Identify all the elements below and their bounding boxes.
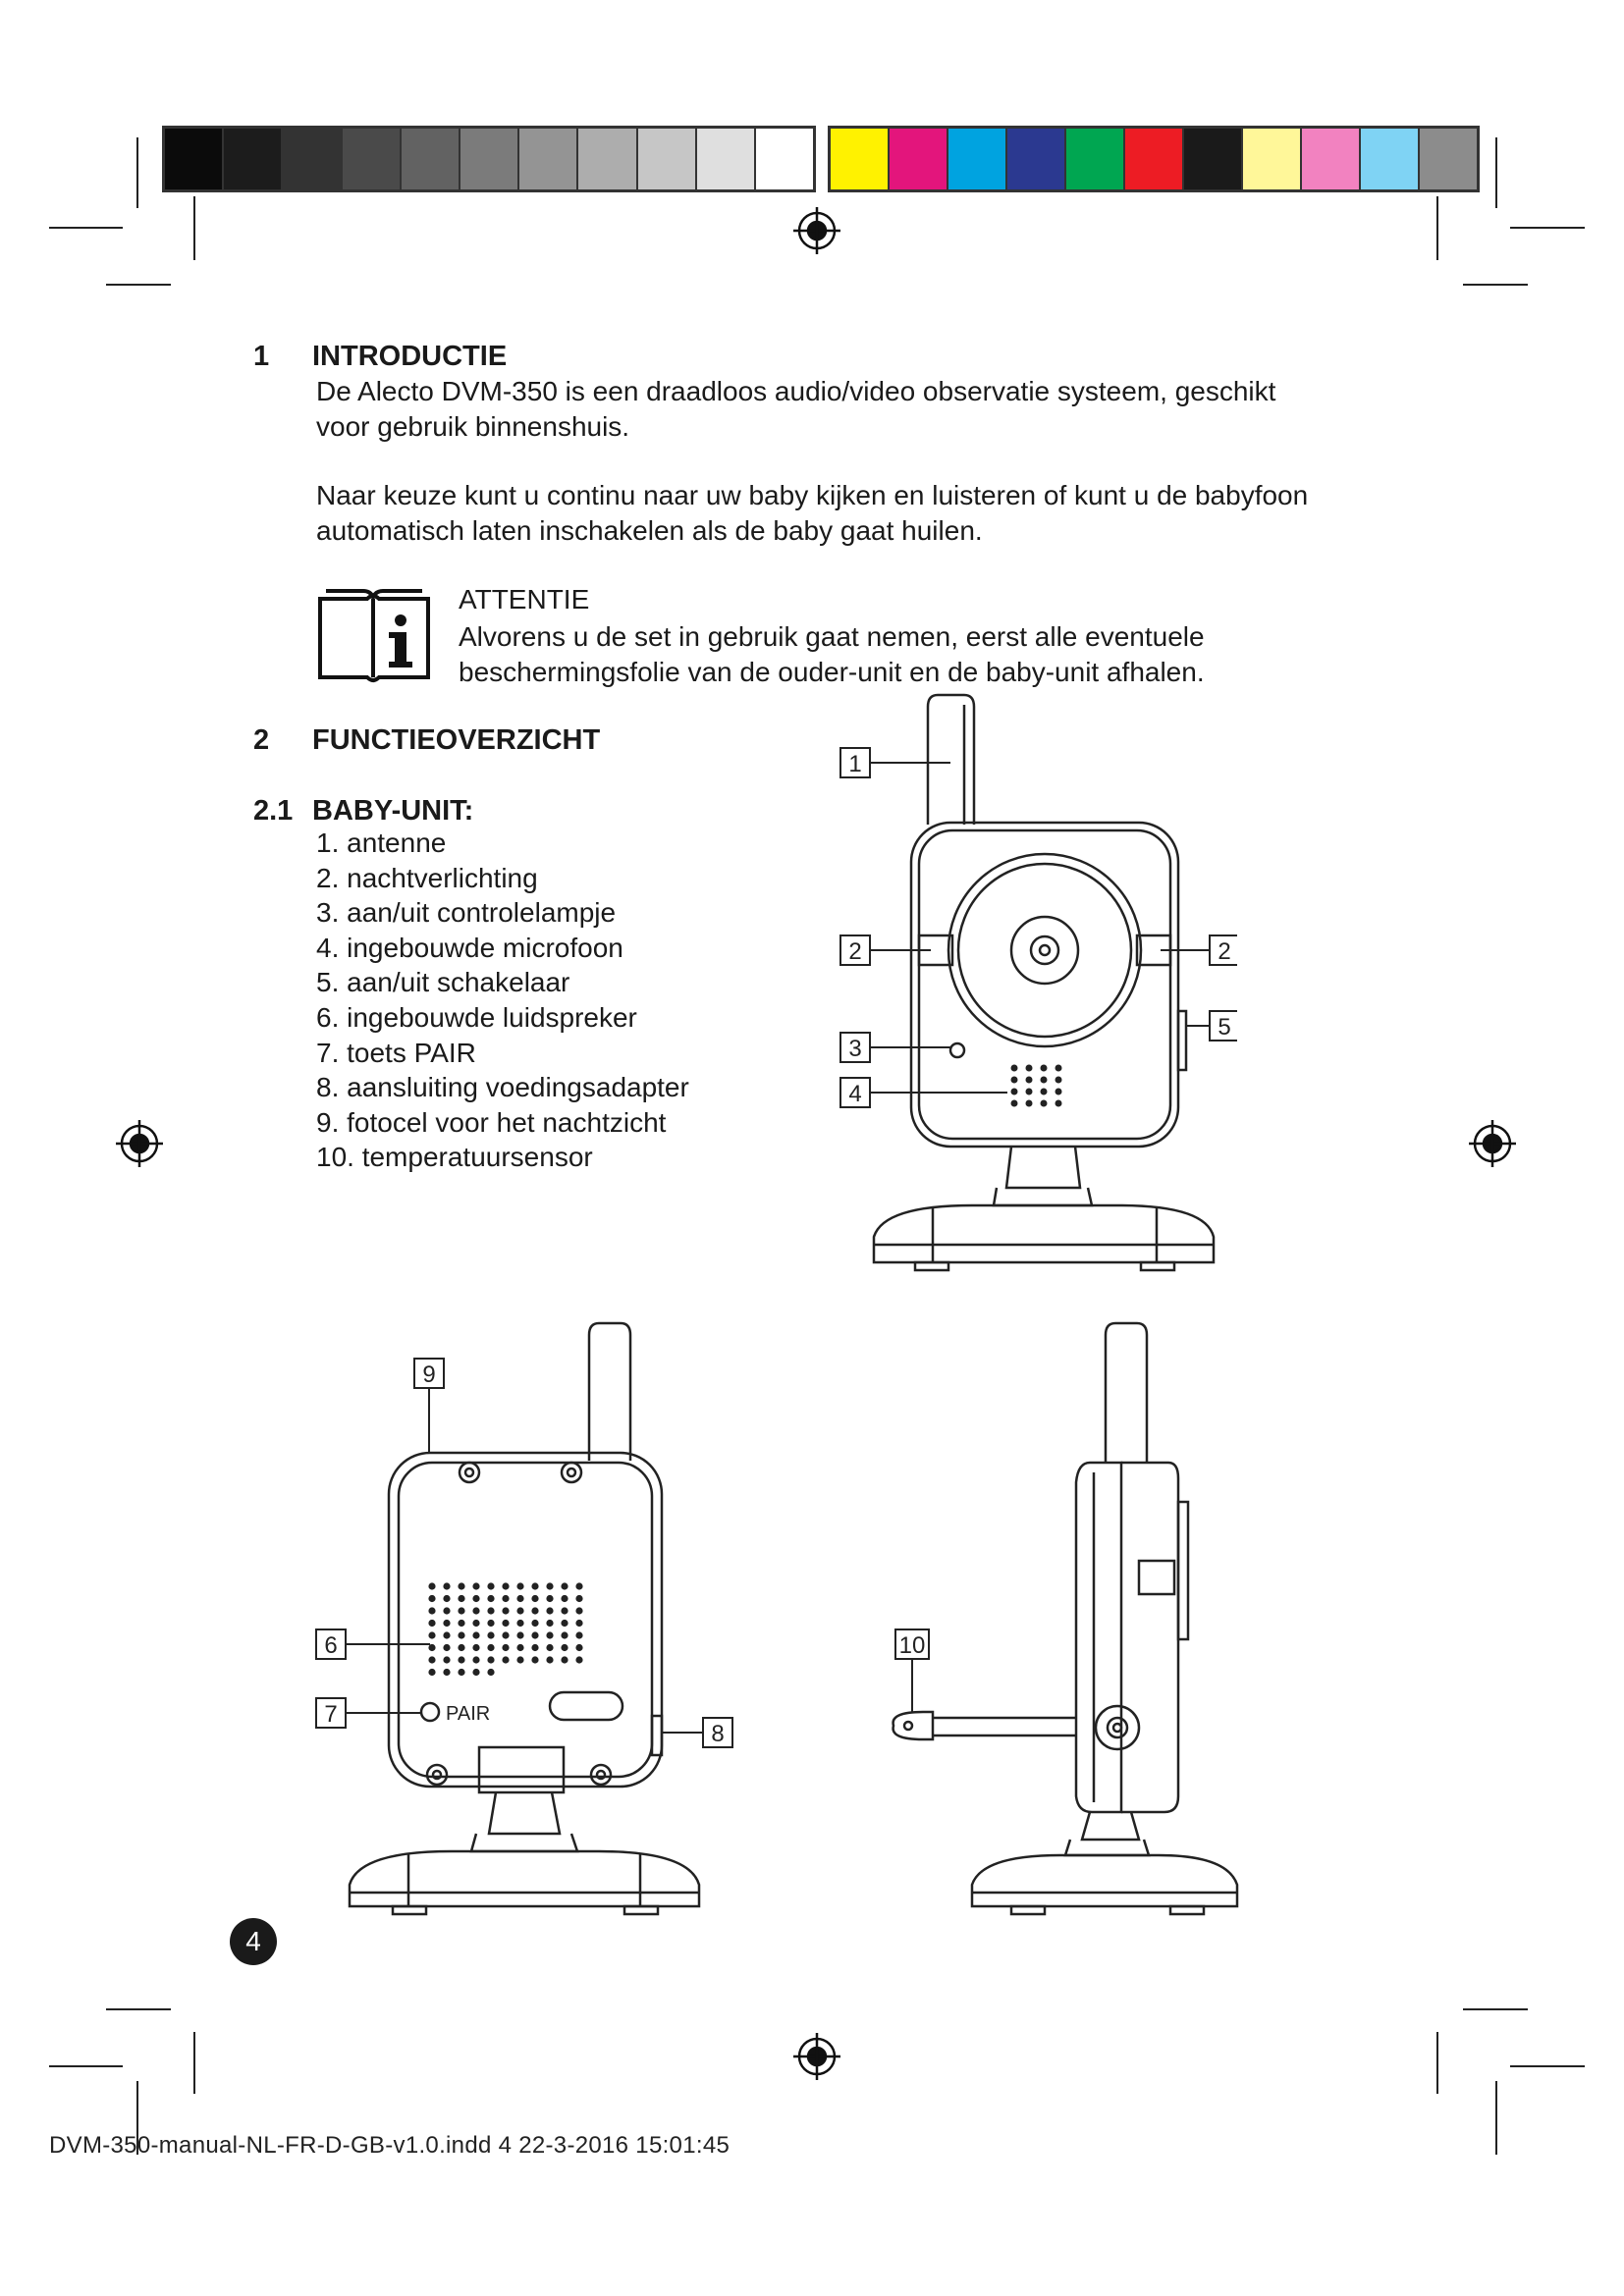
speaker-hole (472, 1669, 479, 1676)
speaker-hole (472, 1620, 479, 1627)
speaker-hole (443, 1595, 450, 1602)
speaker-hole (458, 1620, 464, 1627)
callout-label: 2 (1218, 938, 1231, 965)
list-item: 10. temperatuursensor (316, 1142, 593, 1173)
callout-label: 1 (848, 751, 862, 777)
list-item: 6. ingebouwde luidspreker (316, 1001, 637, 1033)
speaker-hole (428, 1607, 435, 1614)
baby-unit-back-view (304, 1315, 756, 1934)
speaker-hole (487, 1631, 494, 1638)
speaker-hole (516, 1656, 523, 1663)
speaker-hole (443, 1644, 450, 1651)
list-item: 8. aansluiting voedingsadapter (316, 1072, 689, 1103)
speaker-hole (531, 1644, 538, 1651)
speaker-hole (516, 1607, 523, 1614)
list-item: 7. toets PAIR (316, 1037, 476, 1068)
attention-line: Alvorens u de set in gebruik gaat nemen, eerst alle eventuele (459, 621, 1205, 652)
speaker-hole (443, 1631, 450, 1638)
speaker-hole (575, 1595, 582, 1602)
speaker-hole (502, 1595, 509, 1602)
speaker-hole (487, 1607, 494, 1614)
speaker-hole (531, 1620, 538, 1627)
speaker-hole (443, 1669, 450, 1676)
speaker-hole (516, 1620, 523, 1627)
speaker-hole (546, 1656, 553, 1663)
speaker-hole (502, 1607, 509, 1614)
speaker-hole (531, 1607, 538, 1614)
baby-unit-front-view (825, 687, 1237, 1306)
speaker-hole (502, 1656, 509, 1663)
speaker-hole (561, 1620, 568, 1627)
speaker-hole (458, 1656, 464, 1663)
speaker-hole (575, 1644, 582, 1651)
speaker-hole (561, 1595, 568, 1602)
speaker-hole (472, 1656, 479, 1663)
speaker-hole (443, 1656, 450, 1663)
speaker-hole (443, 1607, 450, 1614)
callout-label: 8 (711, 1721, 725, 1747)
speaker-hole (487, 1669, 494, 1676)
speaker-hole (428, 1656, 435, 1663)
speaker-hole (561, 1656, 568, 1663)
section-2-1-number: 2.1 (253, 795, 294, 827)
speaker-hole (502, 1644, 509, 1651)
speaker-hole (575, 1656, 582, 1663)
list-item: 1. antenne (316, 828, 447, 858)
speaker-hole (487, 1595, 494, 1602)
callout-label: 7 (324, 1701, 338, 1728)
speaker-hole (516, 1644, 523, 1651)
section-2-1-title: BABY-UNIT: (312, 795, 474, 827)
list-item: 4. ingebouwde microfoon (316, 932, 623, 963)
speaker-hole (458, 1607, 464, 1614)
speaker-hole (487, 1582, 494, 1589)
attention-text (459, 619, 1205, 690)
callout-label: 10 (898, 1632, 926, 1659)
speaker-hole (516, 1631, 523, 1638)
intro-paragraph-1 (316, 374, 1275, 445)
callout-label: 5 (1218, 1014, 1231, 1041)
speaker-hole (472, 1607, 479, 1614)
callout-label: 6 (324, 1632, 338, 1659)
callout-label: 3 (848, 1036, 862, 1062)
speaker-hole (472, 1631, 479, 1638)
speaker-hole (458, 1631, 464, 1638)
speaker-hole (546, 1631, 553, 1638)
list-item: 5. aan/uit schakelaar (316, 967, 570, 998)
speaker-hole (561, 1644, 568, 1651)
list-item: 3. aan/uit controlelampje (316, 897, 617, 929)
speaker-hole (458, 1582, 464, 1589)
speaker-hole (531, 1582, 538, 1589)
speaker-hole (472, 1595, 479, 1602)
speaker-hole (546, 1582, 553, 1589)
section-2-number: 2 (253, 724, 270, 756)
callout-label: 4 (848, 1081, 862, 1107)
speaker-hole (458, 1644, 464, 1651)
baby-unit-parts-list (316, 826, 689, 1175)
speaker-hole (428, 1582, 435, 1589)
callout-label: 9 (422, 1362, 436, 1388)
speaker-hole (428, 1631, 435, 1638)
speaker-hole (472, 1644, 479, 1651)
intro-line: Naar keuze kunt u continu naar uw baby kijken en luisteren of kunt u de babyfoon (316, 480, 1309, 510)
speaker-hole (561, 1582, 568, 1589)
intro-line: voor gebruik binnenshuis. (316, 411, 630, 442)
speaker-hole (561, 1631, 568, 1638)
speaker-hole (575, 1607, 582, 1614)
attention-title: ATTENTIE (459, 584, 590, 614)
callout-label: 2 (848, 938, 862, 965)
speaker-hole (443, 1582, 450, 1589)
speaker-hole (502, 1620, 509, 1627)
section-1-number: 1 (253, 341, 270, 372)
list-item: 2. nachtverlichting (316, 862, 538, 893)
intro-paragraph-2 (316, 478, 1308, 549)
speaker-hole (575, 1631, 582, 1638)
section-2-title: FUNCTIEOVERZICHT (312, 724, 601, 756)
info-manual-icon (316, 587, 434, 685)
speaker-hole (546, 1644, 553, 1651)
speaker-hole (428, 1595, 435, 1602)
intro-line: De Alecto DVM-350 is een draadloos audio/video observatie systeem, geschikt (316, 376, 1276, 406)
speaker-hole (546, 1607, 553, 1614)
speaker-hole (443, 1620, 450, 1627)
section-1-title: INTRODUCTIE (312, 341, 508, 372)
speaker-hole (458, 1669, 464, 1676)
speaker-hole (487, 1656, 494, 1663)
pair-button-label: PAIR (446, 1703, 491, 1725)
speaker-hole (487, 1620, 494, 1627)
speaker-hole (531, 1595, 538, 1602)
speaker-hole (502, 1631, 509, 1638)
speaker-hole (575, 1620, 582, 1627)
list-item: 9. fotocel voor het nachtzicht (316, 1106, 667, 1138)
speaker-hole (561, 1607, 568, 1614)
speaker-hole (502, 1582, 509, 1589)
attention-line: beschermingsfolie van de ouder-unit en de baby-unit afhalen. (459, 657, 1205, 687)
speaker-hole (575, 1582, 582, 1589)
speaker-hole (516, 1595, 523, 1602)
speaker-hole (546, 1620, 553, 1627)
speaker-hole (516, 1582, 523, 1589)
speaker-hole (428, 1669, 435, 1676)
speaker-hole (428, 1620, 435, 1627)
speaker-hole (531, 1631, 538, 1638)
file-footer: DVM-350-manual-NL-FR-D-GB-v1.0.indd 4 22-3-2016 15:01:45 (49, 2132, 731, 2159)
speaker-hole (546, 1595, 553, 1602)
page-number-badge: 4 (230, 1918, 277, 1965)
speaker-hole (487, 1644, 494, 1651)
intro-line: automatisch laten inschakelen als de baby gaat huilen. (316, 515, 983, 546)
speaker-hole (472, 1582, 479, 1589)
speaker-hole (531, 1656, 538, 1663)
speaker-hole (458, 1595, 464, 1602)
baby-unit-side-view (825, 1315, 1296, 1934)
